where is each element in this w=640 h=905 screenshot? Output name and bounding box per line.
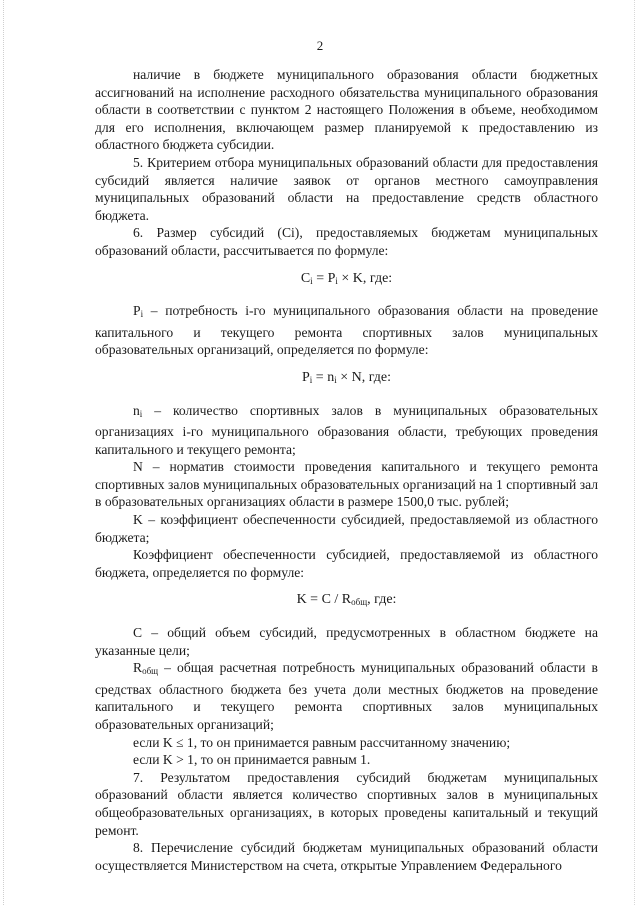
formula-k <box>95 591 598 612</box>
scan-left-edge <box>3 0 5 905</box>
scan-right-edge <box>634 0 636 905</box>
paragraph-6-subsidy-size: 6. Размер субсидий (Ci), предоставляемых бюджетам муниципальных образований области, рассчитывается по формуле: <box>95 225 598 258</box>
paragraph-pi-definition <box>95 302 598 359</box>
pi-subscript: i <box>140 309 144 320</box>
pi-symbol: P <box>133 303 141 319</box>
paragraph-c-definition: C – общий объем субсидий, предусмотренных в областном бюджете на указанные цели; <box>95 625 598 658</box>
formula-ci <box>95 270 598 291</box>
formula-k-sub: общ <box>351 597 368 608</box>
formula-ci-sub: i <box>310 275 313 286</box>
paragraph-k-definition: K – коэффициент обеспеченности субсидией, предоставляемой из областного бюджета; <box>95 512 598 545</box>
pi-definition-text: – потребность i-го муниципального образования области на проведение капитального и текущего ремонта спортивных залов муниципальных образовательных организаций, определяется по формуле: <box>95 303 598 358</box>
paragraph-5-selection-criterion: 5. Критерием отбора муниципальных образований области для предоставления субсидий является наличие заявок от органов местного самоуправления муниципальных образований области на предоставление средств областного бюджета. <box>95 154 598 223</box>
paragraph-8-transfer: 8. Перечисление субсидий бюджетам муниципальных образований области осуществляется Министерством на счета, открытые Управлением Федерального <box>95 840 598 873</box>
formula-pi-left: P <box>301 369 310 385</box>
paragraph-k-le-1: если K ≤ 1, то он принимается равным рассчитанному значению; <box>133 734 511 750</box>
paragraph-k-formula-intro: Коэффициент обеспеченности субсидией, предоставляемой из областного бюджета, определяется по формуле: <box>95 547 598 580</box>
paragraph-7-result: 7. Результатом предоставления субсидий бюджетам муниципальных образований области является количество спортивных залов в муниципальных общеобразовательных организациях, в которых проведены капитальный и текущий ремонт. <box>95 769 598 838</box>
paragraph-n-definition: N – норматив стоимости проведения капитального и текущего ремонта спортивных залов муниципальных образовательных организаций на 1 спортивный зал в образовательных организациях области в размере 1500,0 тыс. рублей; <box>95 459 598 510</box>
page-number: 2 <box>316 38 324 53</box>
r-subscript: общ <box>142 666 159 677</box>
r-definition-text: – общая расчетная потребность муниципальных образований области в средствах областного бюджета без учета доли местных бюджетов на проведение капитального и текущего ремонта спортивных залов муниципальных образовательных организаций; <box>95 660 598 732</box>
formula-k-left: K = C / R <box>296 592 352 608</box>
formula-pi-sub: i <box>309 374 313 385</box>
formula-pi-right: × N, где: <box>336 369 391 385</box>
paragraph-continuation: наличие в бюджете муниципального образования области бюджетных ассигнований на исполнение расходного обязательства муниципального образования области в соответствии с пунктом 2 настоящего Положения в объеме, необходимом для его исполнения, включающем размер планируемой к предоставлению из областного бюджета субсидии. <box>95 67 598 153</box>
formula-k-right: , где: <box>367 592 397 608</box>
formula-ci-right: × K, где: <box>337 270 393 286</box>
ni-symbol: n <box>133 402 140 418</box>
paragraph-ni-definition <box>95 402 598 459</box>
paragraph-k-gt-1: если K > 1, то он принимается равным 1. <box>133 752 371 768</box>
document-body <box>95 66 598 874</box>
formula-ci-left: C <box>300 270 311 286</box>
formula-ci-mid: = P <box>312 270 336 286</box>
paragraph-r-definition <box>95 659 598 733</box>
formula-pi-mid: = n <box>312 369 335 385</box>
ni-definition-text: – количество спортивных залов в муниципальных образовательных организациях i-го муниципального образования области, требующих проведения капитального и текущего ремонта; <box>95 402 598 457</box>
formula-ci-sub2: i <box>335 275 338 286</box>
r-symbol: R <box>133 660 143 676</box>
formula-pi <box>95 369 598 390</box>
ni-subscript: i <box>139 408 143 419</box>
formula-pi-sub2: i <box>334 374 337 385</box>
